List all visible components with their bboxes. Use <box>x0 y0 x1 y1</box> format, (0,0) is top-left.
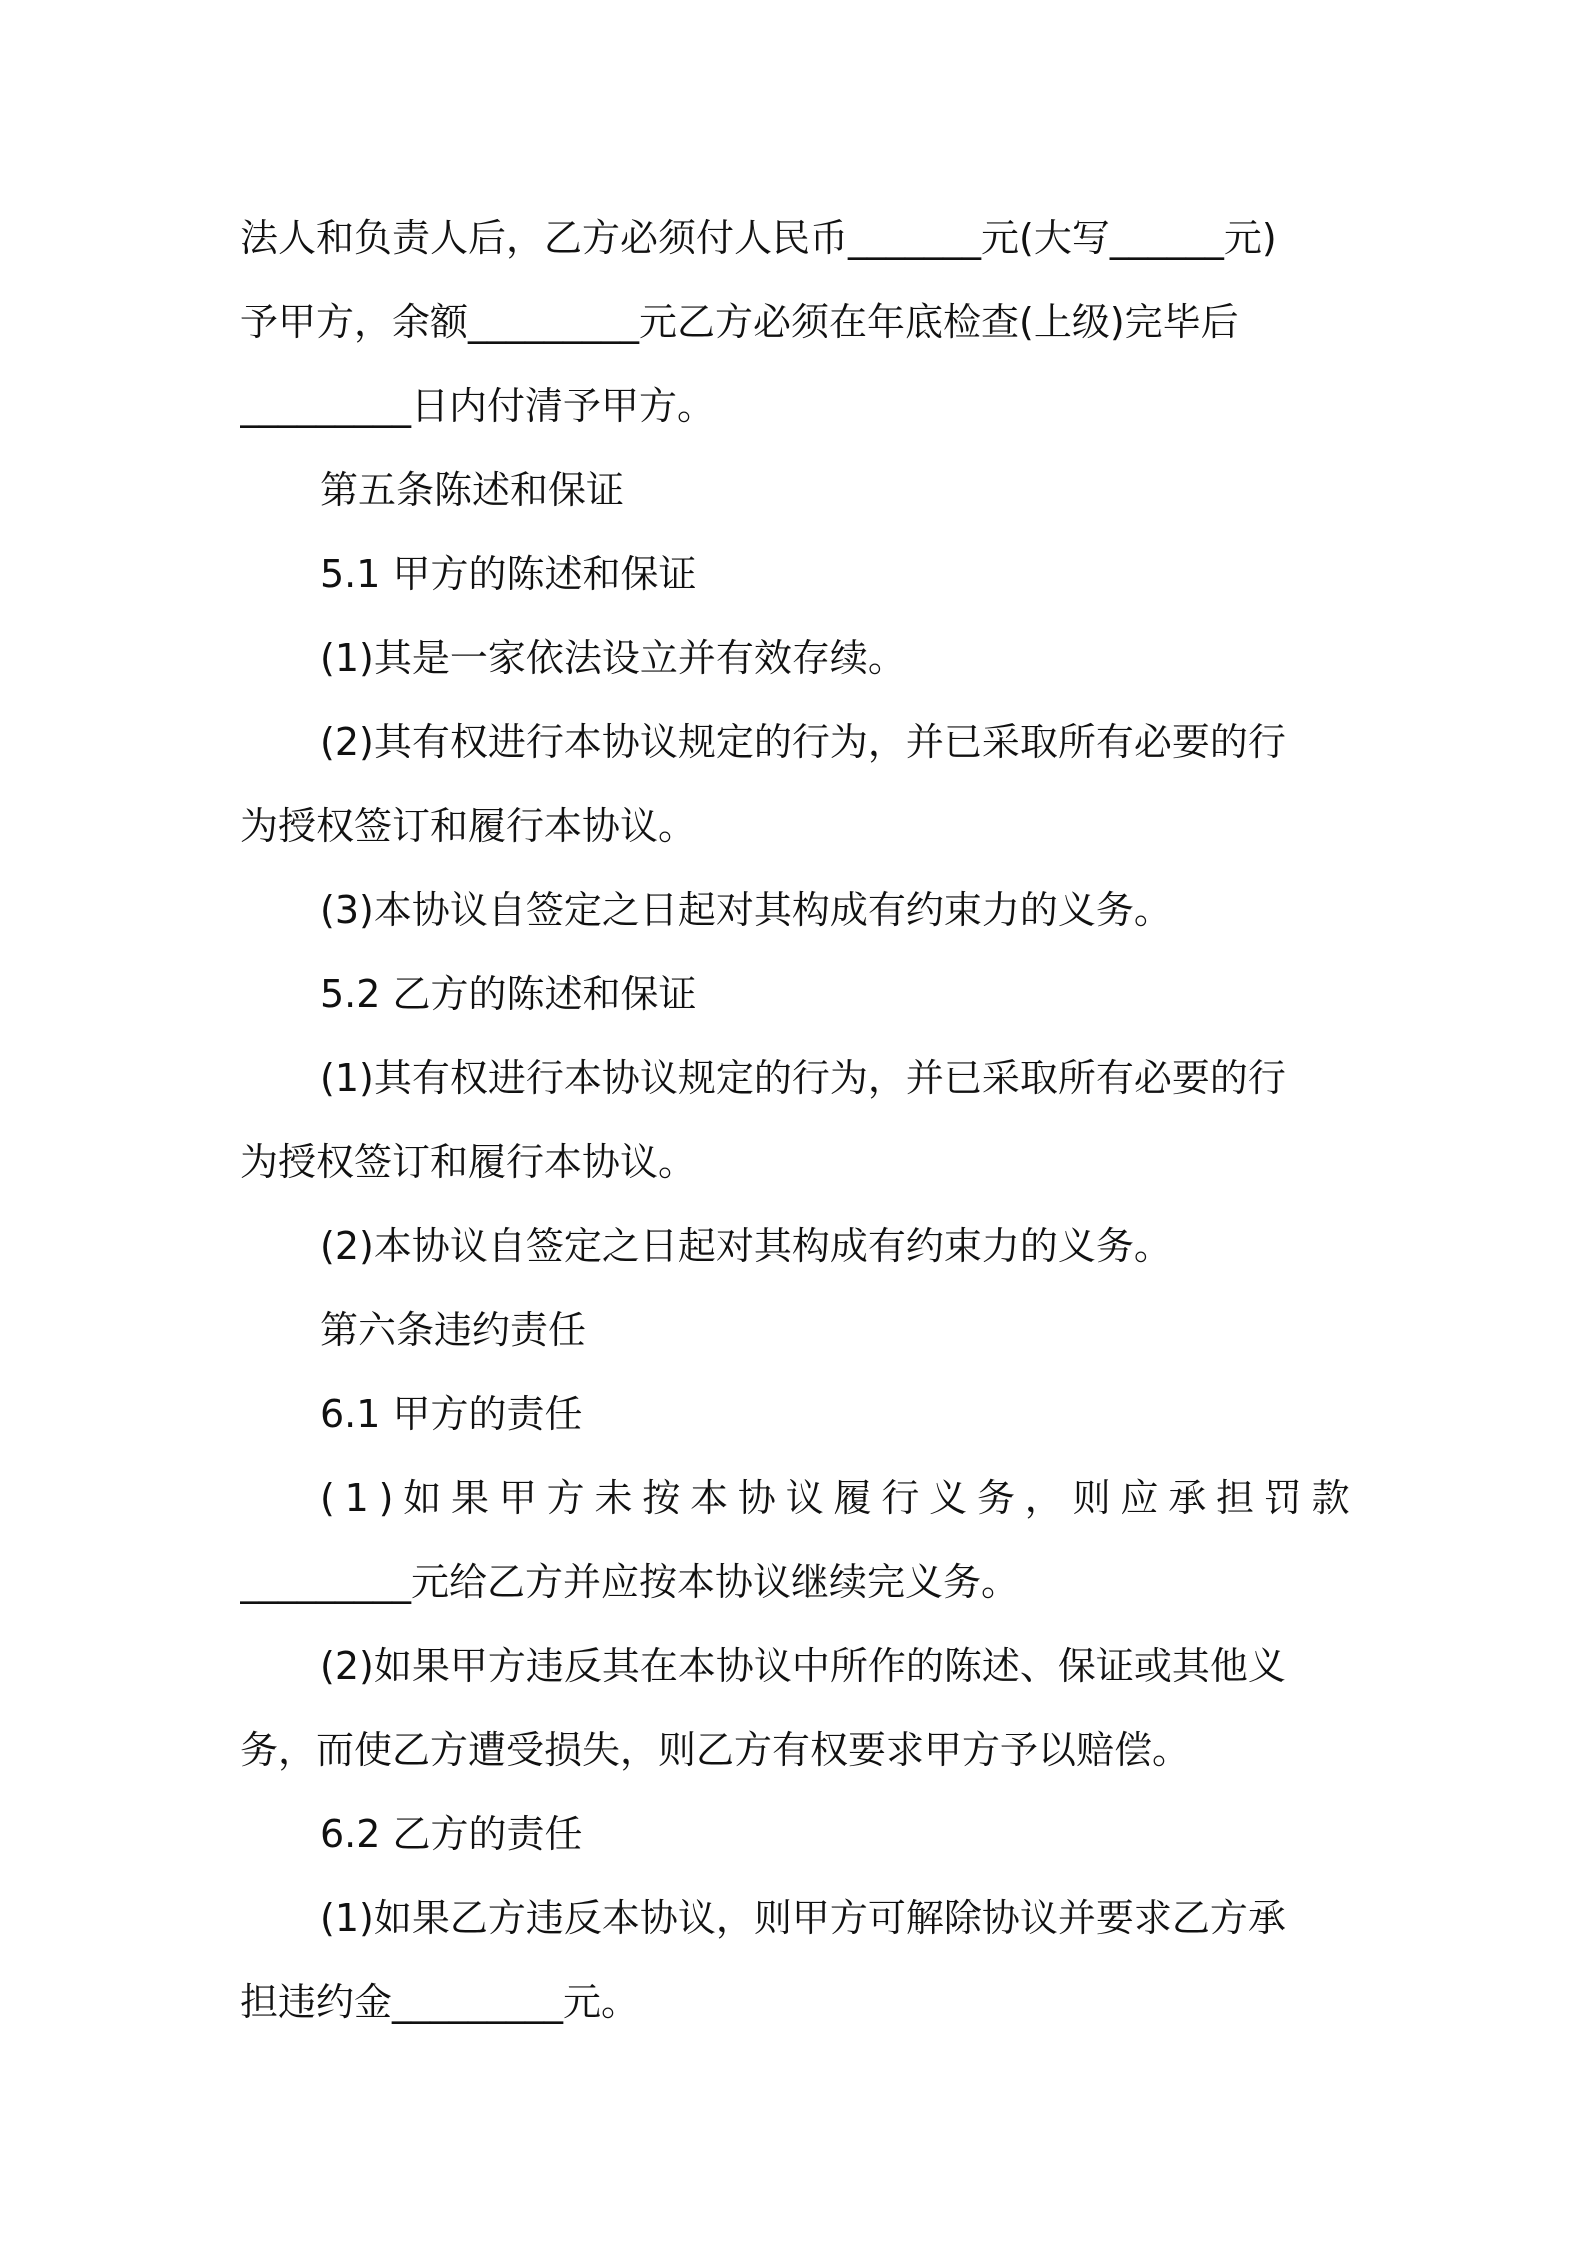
justified-char: 承 <box>1168 1476 1207 1520</box>
justified-char: 果 <box>451 1476 490 1520</box>
justified-char: 担 <box>1216 1476 1255 1520</box>
justified-char: 甲 <box>498 1476 537 1520</box>
justified-text-line <box>240 1456 1350 1540</box>
text-line: (2)本协议自签定之日起对其构成有约束力的义务。 <box>320 1224 1172 1268</box>
justified-char: 如 <box>403 1476 442 1520</box>
justified-char: ) <box>378 1476 394 1520</box>
text-line: 担违约金_________元。 <box>240 1980 640 2024</box>
section-heading: 第五条陈述和保证 <box>320 468 625 512</box>
subsection-heading: 6.1 甲方的责任 <box>320 1392 583 1436</box>
justified-char: 方 <box>546 1476 585 1520</box>
justified-char: 1 <box>344 1476 369 1520</box>
text-line: (1)如果乙方违反本协议，则甲方可解除协议并要求乙方承 <box>320 1896 1286 1940</box>
justified-char: 义 <box>929 1476 968 1520</box>
section-heading: 第六条违约责任 <box>320 1308 587 1352</box>
text-line: (2)如果甲方违反其在本协议中所作的陈述、保证或其他义 <box>320 1644 1286 1688</box>
document-body <box>240 196 1350 2044</box>
justified-char: 本 <box>690 1476 729 1520</box>
subsection-heading: 5.2 乙方的陈述和保证 <box>320 972 697 1016</box>
text-line: (1)其有权进行本协议规定的行为，并已采取所有必要的行 <box>320 1056 1286 1100</box>
justified-char: 履 <box>833 1476 872 1520</box>
text-line: _________元给乙方并应按本协议继续完义务。 <box>240 1560 1020 1604</box>
text-line: 为授权签订和履行本协议。 <box>240 1140 697 1184</box>
justified-char: 行 <box>881 1476 920 1520</box>
justified-char: 罚 <box>1263 1476 1302 1520</box>
justified-char: ， <box>1024 1476 1063 1520</box>
text-line: 予甲方，余额_________元乙方必须在年底检查(上级)完毕后 <box>240 300 1239 344</box>
justified-char: 协 <box>737 1476 776 1520</box>
text-line: 法人和负责人后，乙方必须付人民币_______元(大写______元) <box>240 216 1277 260</box>
text-line: (3)本协议自签定之日起对其构成有约束力的义务。 <box>320 888 1172 932</box>
justified-char: 务 <box>976 1476 1015 1520</box>
text-line: (2)其有权进行本协议规定的行为，并已采取所有必要的行 <box>320 720 1286 764</box>
justified-char: 款 <box>1311 1476 1350 1520</box>
justified-char: 未 <box>594 1476 633 1520</box>
text-line: (1)其是一家依法设立并有效存续。 <box>320 636 906 680</box>
text-line: 为授权签订和履行本协议。 <box>240 804 697 848</box>
justified-char: 议 <box>785 1476 824 1520</box>
text-line: _________日内付清予甲方。 <box>240 384 716 428</box>
justified-char: 则 <box>1072 1476 1111 1520</box>
subsection-heading: 5.1 甲方的陈述和保证 <box>320 552 697 596</box>
justified-char: 应 <box>1120 1476 1159 1520</box>
text-line: 务，而使乙方遭受损失，则乙方有权要求甲方予以赔偿。 <box>240 1728 1191 1772</box>
subsection-heading: 6.2 乙方的责任 <box>320 1812 583 1856</box>
justified-char: 按 <box>642 1476 681 1520</box>
justified-char: ( <box>320 1476 335 1520</box>
